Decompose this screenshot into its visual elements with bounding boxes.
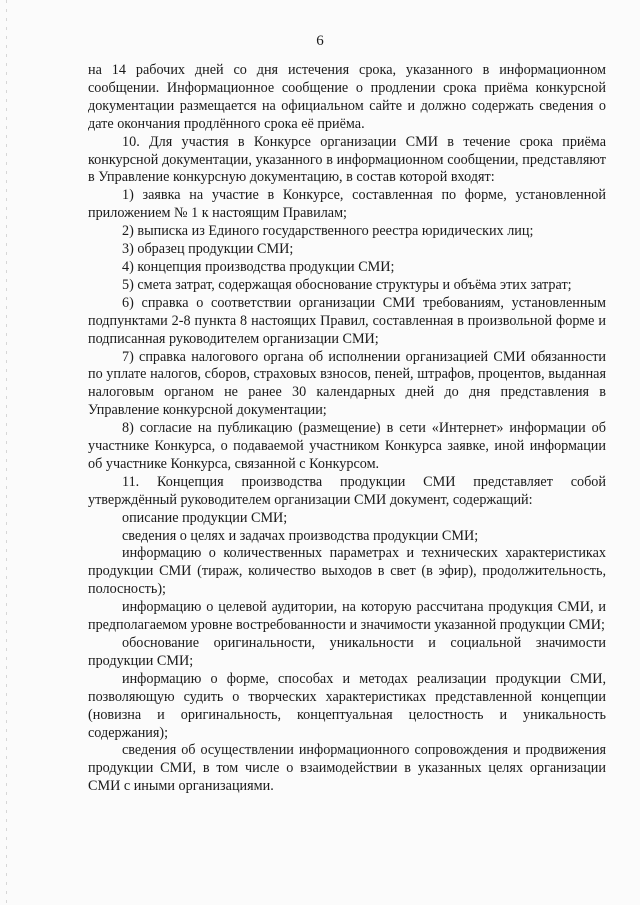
list-item-8: 8) согласие на публикацию (размещение) в сети «Интернет» информации об участнике Конкурса, о подаваемой участником Конкурса заявке, иной информации об участнике Конкурса, связанной с Конкурсом. <box>88 420 606 472</box>
concept-item-methods: информацию о форме, способах и методах реализации продукции СМИ, позволяющую судить о творческих характеристиках представленной концепции (новизна и оригинальность, концептуальная целостность и уникальность содержания); <box>88 670 606 741</box>
concept-item-promotion: сведения об осуществлении информационного сопровождения и продвижения продукции СМИ, в том числе о взаимодействии в указанных целях организации СМИ с иными организациями. <box>88 742 606 795</box>
document-body <box>88 62 606 796</box>
concept-item-goals: сведения о целях и задачах производства продукции СМИ; <box>122 527 479 544</box>
list-item-5: 5) смета затрат, содержащая обоснование структуры и объёма этих затрат; <box>122 276 572 293</box>
list-item-7: 7) справка налогового органа об исполнении организацией СМИ обязанности по уплате налогов, сборов, страховых взносов, пеней, штрафов, процентов, выданная налоговым органом не ранее 30 календарных дней до дня представления в Управление конкурсной документации; <box>88 348 606 419</box>
list-item-1: 1) заявка на участие в Конкурсе, составленная по форме, установленной приложением № 1 к настоящим Правилам; <box>88 187 606 222</box>
concept-item-parameters: информацию о количественных параметрах и технических характеристиках продукции СМИ (тираж, количество выходов в свет (в эфир), продолжительность, полосность); <box>88 545 606 598</box>
list-item-3: 3) образец продукции СМИ; <box>122 241 294 258</box>
paragraph-clause-10: 10. Для участия в Конкурсе организации СМИ в течение срока приёма конкурсной документации, указанного в информационном сообщении, представляют в Управление конкурсную документацию, в состав которой входят: <box>88 133 606 186</box>
list-item-4: 4) концепция производства продукции СМИ; <box>122 258 395 275</box>
concept-item-audience: информацию о целевой аудитории, на которую рассчитана продукция СМИ, и предполагаемом уровне востребованности и значимости указанной продукции СМИ; <box>88 599 606 634</box>
page-edge-border <box>6 0 7 905</box>
paragraph-clause-11: 11. Концепция производства продукции СМИ представляет собой утверждённый руководителем организации СМИ документ, содержащий: <box>88 473 606 508</box>
list-item-2: 2) выписка из Единого государственного реестра юридических лиц; <box>122 223 534 240</box>
page-number: 6 <box>316 33 324 49</box>
concept-item-originality: обоснование оригинальности, уникальности и социальной значимости продукции СМИ; <box>88 635 606 669</box>
concept-item-description: описание продукции СМИ; <box>122 509 288 526</box>
list-item-6: 6) справка о соответствии организации СМИ требованиям, установленным подпунктами 2-8 пункта 8 настоящих Правил, составленная в произвольной форме и подписанная руководителем организации СМИ; <box>88 294 606 347</box>
paragraph-continuation: на 14 рабочих дней со дня истечения срока, указанного в информационном сообщении. Информационное сообщение о продлении срока приёма конкурсной документации размещается на официальном сайте и должно содержать сведения о дате окончания продлённого срока её приёма. <box>88 62 606 132</box>
